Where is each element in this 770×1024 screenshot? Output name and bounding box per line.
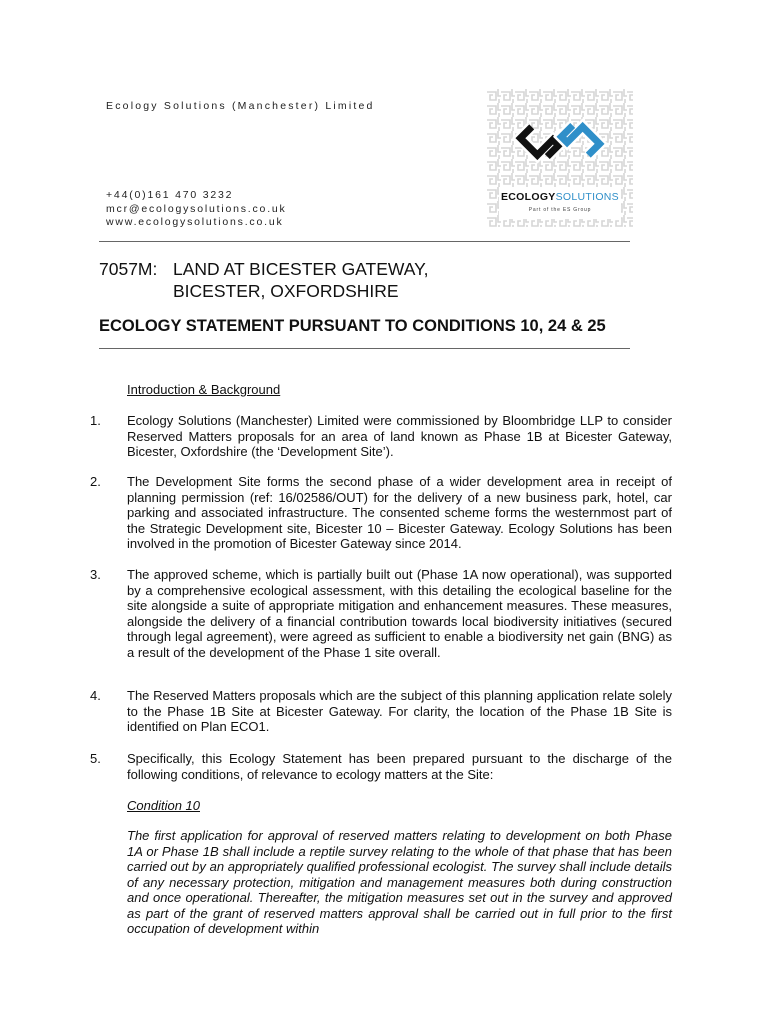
contact-block (106, 189, 287, 230)
project-reference: 7057M: (99, 259, 158, 279)
paragraph-number: 4. (90, 688, 101, 703)
paragraph-number: 5. (90, 751, 101, 766)
title-line-2: BICESTER, OXFORDSHIRE (173, 281, 399, 301)
condition-heading: Condition 10 (127, 798, 200, 813)
paragraph-number: 1. (90, 413, 101, 428)
phone-number: +44(0)161 470 3232 (106, 189, 234, 201)
company-logo (487, 89, 633, 227)
paragraph: The Development Site forms the second phase of a wider development area in receipt of planning permission (ref: 16/02586/OUT) for the delivery of a new business park, hotel, car parking and associated infrastructure. The consented scheme forms the westernmost part of the Strategic Development site, Bicester 10 – Bicester Gateway. Ecology Solutions has been involved in the promotion of Bicester Gateway since 2014. (127, 474, 672, 551)
paragraph: The approved scheme, which is partially built out (Phase 1A now operational), was supported by a comprehensive ecological assessment, with this detailing the ecological baseline for the site alongside a suite of appropriate mitigation and enhancement measures. These measures, alongside the delivery of a financial contribution towards local biodiversity initiatives (secured through legal agreement), were agreed as sufficient to enable a biodiversity net gain (BNG) as a result of the development of the Phase 1 site overall. (127, 567, 672, 660)
logo-tagline: Part of the ES Group (528, 207, 592, 213)
title-divider (99, 348, 630, 349)
logo-word-solutions: SOLUTIONS (555, 191, 619, 203)
paragraph-number: 3. (90, 567, 101, 582)
project-title (99, 258, 428, 302)
website-url: www.ecologysolutions.co.uk (106, 216, 284, 228)
statement-heading: ECOLOGY STATEMENT PURSUANT TO CONDITIONS 10, 24 & 25 (99, 317, 606, 335)
logo-wordmark (487, 191, 633, 203)
section-heading: Introduction & Background (127, 382, 281, 397)
paragraph: The Reserved Matters proposals which are the subject of this planning application relate solely to the Phase 1B Site at Bicester Gateway. For clarity, the location of the Phase 1B Site is identified on Plan ECO1. (127, 688, 672, 734)
paragraph: Specifically, this Ecology Statement has been prepared pursuant to the discharge of the following conditions, of relevance to ecology matters at the Site: (127, 751, 672, 782)
company-name: Ecology Solutions (Manchester) Limited (106, 100, 375, 112)
paragraph-number: 2. (90, 474, 101, 489)
header-divider (99, 241, 630, 242)
title-line-1: LAND AT BICESTER GATEWAY, (173, 259, 429, 279)
logo-word-ecology: ECOLOGY (501, 191, 556, 203)
paragraph: Ecology Solutions (Manchester) Limited were commissioned by Bloombridge LLP to consider Reserved Matters proposals for an area of land known as Phase 1B at Bicester Gateway, Bicester, Oxfordshire (the ‘Development Site’). (127, 413, 672, 459)
email-address: mcr@ecologysolutions.co.uk (106, 202, 287, 215)
condition-text: The first application for approval of reserved matters relating to development on both Phase 1A or Phase 1B shall include a reptile survey relating to the whole of that phase that has been carried out by an appropriately qualified professional ecologist. The survey shall include details of any necessary protection, mitigation and management measures both during construction and once operational. Thereafter, the mitigation measures set out in the survey and approved as part of the grant of reserved matters approval shall be carried out in full prior to the first occupation of development within (127, 828, 672, 936)
